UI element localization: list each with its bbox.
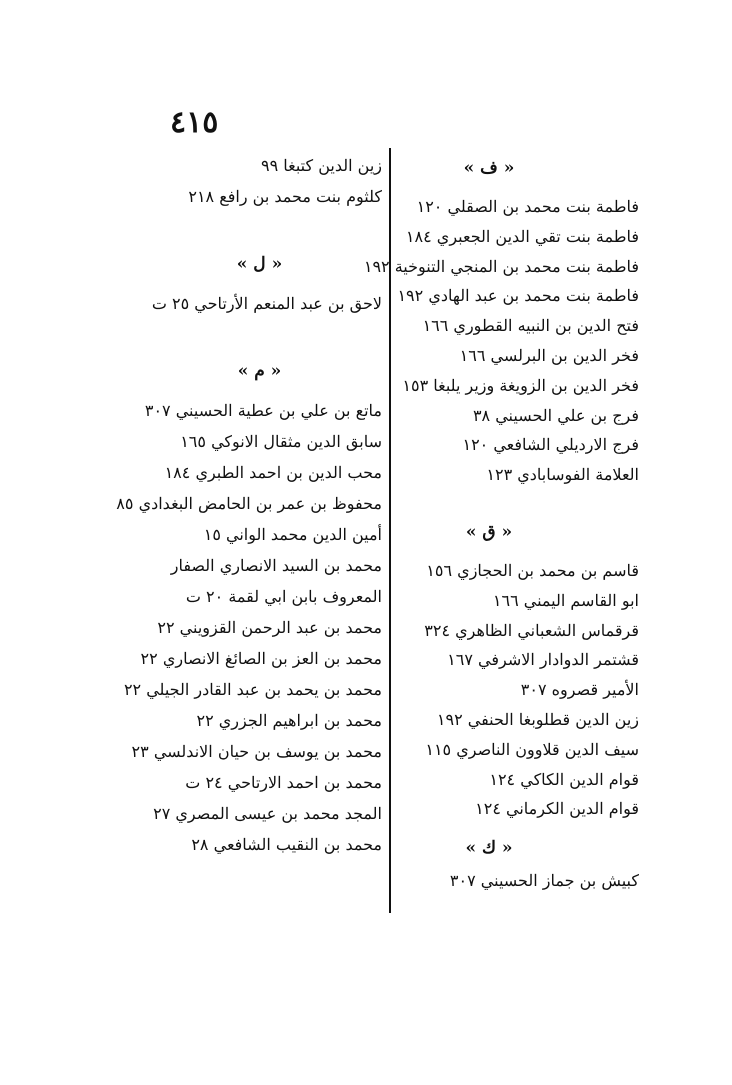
index-entry: محفوظ بن عمر بن الحامض البغدادي ٨٥ [116, 494, 382, 513]
index-entry: ابو القاسم اليمني ١٦٦ [492, 590, 639, 610]
index-entry: فرج الارديلي الشافعي ١٢٠ [462, 435, 639, 455]
index-entry: زين الدين قطلوبغا الحنفي ١٩٢ [436, 709, 639, 729]
index-entry: قرقماس الشعباني الظاهري ٣٢٤ [424, 620, 639, 640]
index-entry: فاطمة بنت محمد بن الصقلي ١٢٠ [416, 197, 639, 216]
index-entry: فرج بن علي الحسيني ٣٨ [472, 405, 639, 425]
index-entry: محمد بن عبد الرحمن القزويني ٢٢ [157, 618, 382, 637]
section-heading-qaf: « ق » [465, 521, 513, 542]
index-entry: قاسم بن محمد بن الحجازي ١٥٦ [426, 560, 639, 580]
section-heading-lam: « ل » [236, 254, 283, 274]
section-heading-fa: « ف » [463, 158, 515, 178]
index-entry: أمين الدين محمد الواني ١٥ [203, 525, 382, 544]
index-entry: محب الدين بن احمد الطبري ١٨٤ [164, 463, 382, 482]
left-column [116, 150, 382, 860]
section-heading-mim: « م » [237, 361, 282, 381]
index-entry: محمد بن العز بن الصائغ الانصاري ٢٢ [140, 649, 382, 668]
index-entry: محمد بن احمد الارتاحي ٢٤ ت [185, 773, 382, 792]
index-entry: قوام الدين الكاكي ١٢٤ [489, 769, 639, 789]
index-entry: فاطمة بنت محمد بن المنجي التنوخية ١٩٢ [363, 256, 639, 276]
right-column [339, 150, 639, 896]
index-entry: قشتمر الدوادار الاشرفي ١٦٧ [447, 650, 639, 670]
index-entry: فتح الدين بن النبيه القطوري ١٦٦ [422, 316, 639, 336]
index-entry: لاحق بن عبد المنعم الأرتاحي ٢٥ ت [151, 294, 382, 313]
index-entry: ماتع بن علي بن عطية الحسيني ٣٠٧ [144, 401, 382, 420]
index-entry: المعروف بابن ابي لقمة ٢٠ ت [185, 587, 382, 606]
index-entry: محمد بن النقيب الشافعي ٢٨ [191, 835, 382, 854]
index-entry: فخر الدين بن البرلسي ١٦٦ [459, 345, 639, 365]
index-entry: محمد بن يوسف بن حيان الاندلسي ٢٣ [131, 742, 382, 761]
index-entry: سيف الدين قلاوون الناصري ١١٥ [425, 739, 639, 759]
index-entry: كبيش بن جماز الحسيني ٣٠٧ [449, 871, 639, 891]
page-number: ٤١٥ [170, 105, 219, 140]
index-entry: المجد محمد بن عيسى المصري ٢٧ [153, 804, 382, 823]
index-entry: قوام الدين الكرماني ١٢٤ [475, 799, 639, 819]
index-entry: كلثوم بنت محمد بن رافع ٢١٨ [188, 187, 382, 206]
index-entry: فخر الدين بن الزويغة وزير يلبغا ١٥٣ [402, 375, 639, 395]
index-entry: الأمير قصروه ٣٠٧ [520, 680, 639, 700]
index-entry: فاطمة بنت محمد بن عبد الهادي ١٩٢ [397, 286, 639, 306]
section-heading-kaf: « ك » [465, 838, 513, 859]
index-entry: سابق الدين مثقال الانوكي ١٦٥ [180, 432, 382, 451]
index-entry: محمد بن ابراهيم الجزري ٢٢ [196, 711, 382, 730]
index-entry: فاطمة بنت تقي الدين الجعبري ١٨٤ [405, 226, 639, 246]
index-entry: زين الدين كتبغا ٩٩ [260, 156, 382, 175]
index-entry: محمد بن يحمد بن عبد القادر الجيلي ٢٢ [123, 680, 382, 699]
index-entry: محمد بن السيد الانصاري الصفار [170, 556, 382, 575]
index-entry: العلامة الفوسابادي ١٢٣ [486, 465, 639, 485]
